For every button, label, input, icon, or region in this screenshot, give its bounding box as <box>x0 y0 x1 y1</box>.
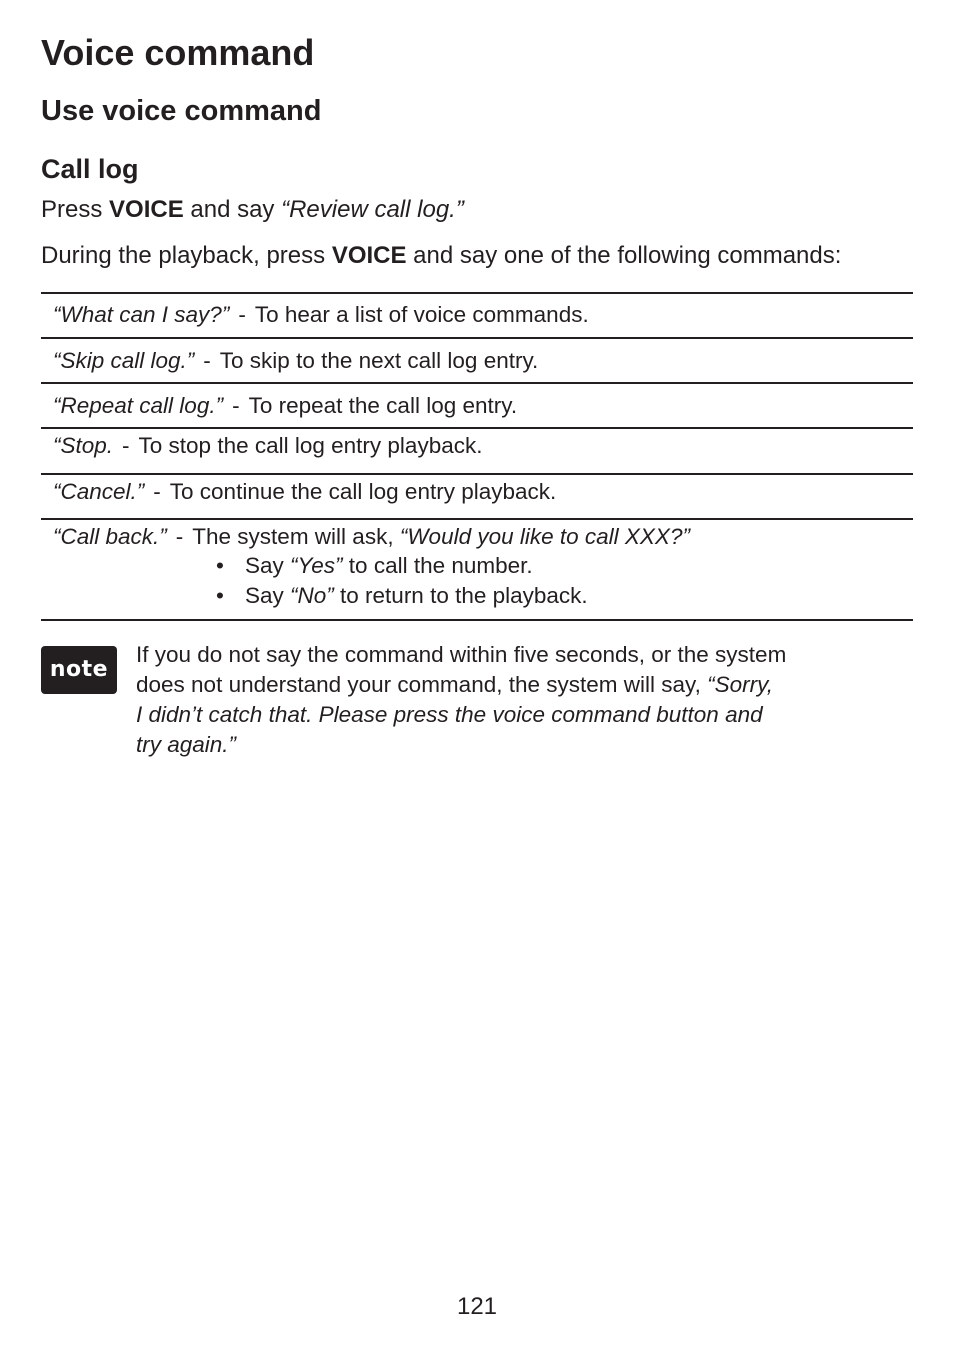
command-description: To skip to the next call log entry. <box>219 348 539 373</box>
table-rule <box>41 473 913 475</box>
table-rule <box>41 382 913 384</box>
bullet-icon: • <box>216 553 224 578</box>
command-phrase: “Call back.” <box>53 524 167 549</box>
bullet-say: Say <box>245 553 291 578</box>
command-description: To stop the call log entry playback. <box>138 433 483 458</box>
callback-question: “Would you like to call XXX?” <box>399 524 690 549</box>
table-rule <box>41 619 913 621</box>
note-line: If you do not say the command within five seconds, or the system <box>136 642 787 667</box>
intro-quote: “Review call log.” <box>281 196 464 223</box>
bullet-item-yes <box>216 553 533 579</box>
note-icon: note <box>41 646 117 694</box>
note-quote: “Sorry, <box>707 672 773 697</box>
note-quote: try again.” <box>136 732 237 757</box>
note-quote: I didn’t catch that. Please press the voice command button and <box>136 702 763 727</box>
command-phrase: “What can I say?” <box>53 302 230 327</box>
command-phrase: “Skip call log.” <box>53 348 195 373</box>
command-description: To continue the call log entry playback. <box>169 479 557 504</box>
bullet-quote: “No” <box>290 583 334 608</box>
command-phrase: “Cancel.” <box>53 479 145 504</box>
bullet-text: to call the number. <box>342 553 533 578</box>
command-row <box>53 393 517 419</box>
table-rule <box>41 518 913 520</box>
bullet-quote: “Yes” <box>290 553 343 578</box>
command-row <box>53 348 538 374</box>
table-rule <box>41 292 913 294</box>
separator: - <box>175 524 184 549</box>
intro-say: and say <box>183 196 282 223</box>
command-description: The system will ask, <box>192 524 400 549</box>
intro-press: Press <box>41 196 110 223</box>
bullet-item-no <box>216 583 588 609</box>
table-rule <box>41 427 913 429</box>
command-row <box>53 433 482 459</box>
during-paragraph <box>41 242 841 270</box>
separator: - <box>153 479 161 504</box>
command-phrase: “Stop. <box>53 433 114 458</box>
note-line: does not understand your command, the system will say, <box>136 672 708 697</box>
table-rule <box>41 337 913 339</box>
page-title: Voice command <box>41 32 315 73</box>
during-prefix: During the playback, press <box>41 242 332 269</box>
voice-key: VOICE <box>109 196 184 223</box>
command-row <box>53 302 589 328</box>
note-text <box>136 640 876 760</box>
page-number: 121 <box>456 1293 498 1320</box>
bullet-say: Say <box>245 583 291 608</box>
voice-key: VOICE <box>331 242 407 269</box>
during-suffix: and say one of the following commands: <box>406 242 842 269</box>
command-phrase: “Repeat call log.” <box>53 393 224 418</box>
subsection-title: Call log <box>41 154 139 184</box>
separator: - <box>122 433 130 458</box>
bullet-text: to return to the playback. <box>333 583 588 608</box>
intro-paragraph <box>41 196 464 224</box>
section-title: Use voice command <box>41 95 322 127</box>
separator: - <box>203 348 211 373</box>
command-description: To repeat the call log entry. <box>248 393 518 418</box>
bullet-icon: • <box>216 583 224 608</box>
command-row-callback <box>53 524 690 550</box>
separator: - <box>238 302 246 327</box>
command-description: To hear a list of voice commands. <box>254 302 589 327</box>
command-row <box>53 479 556 505</box>
separator: - <box>232 393 240 418</box>
